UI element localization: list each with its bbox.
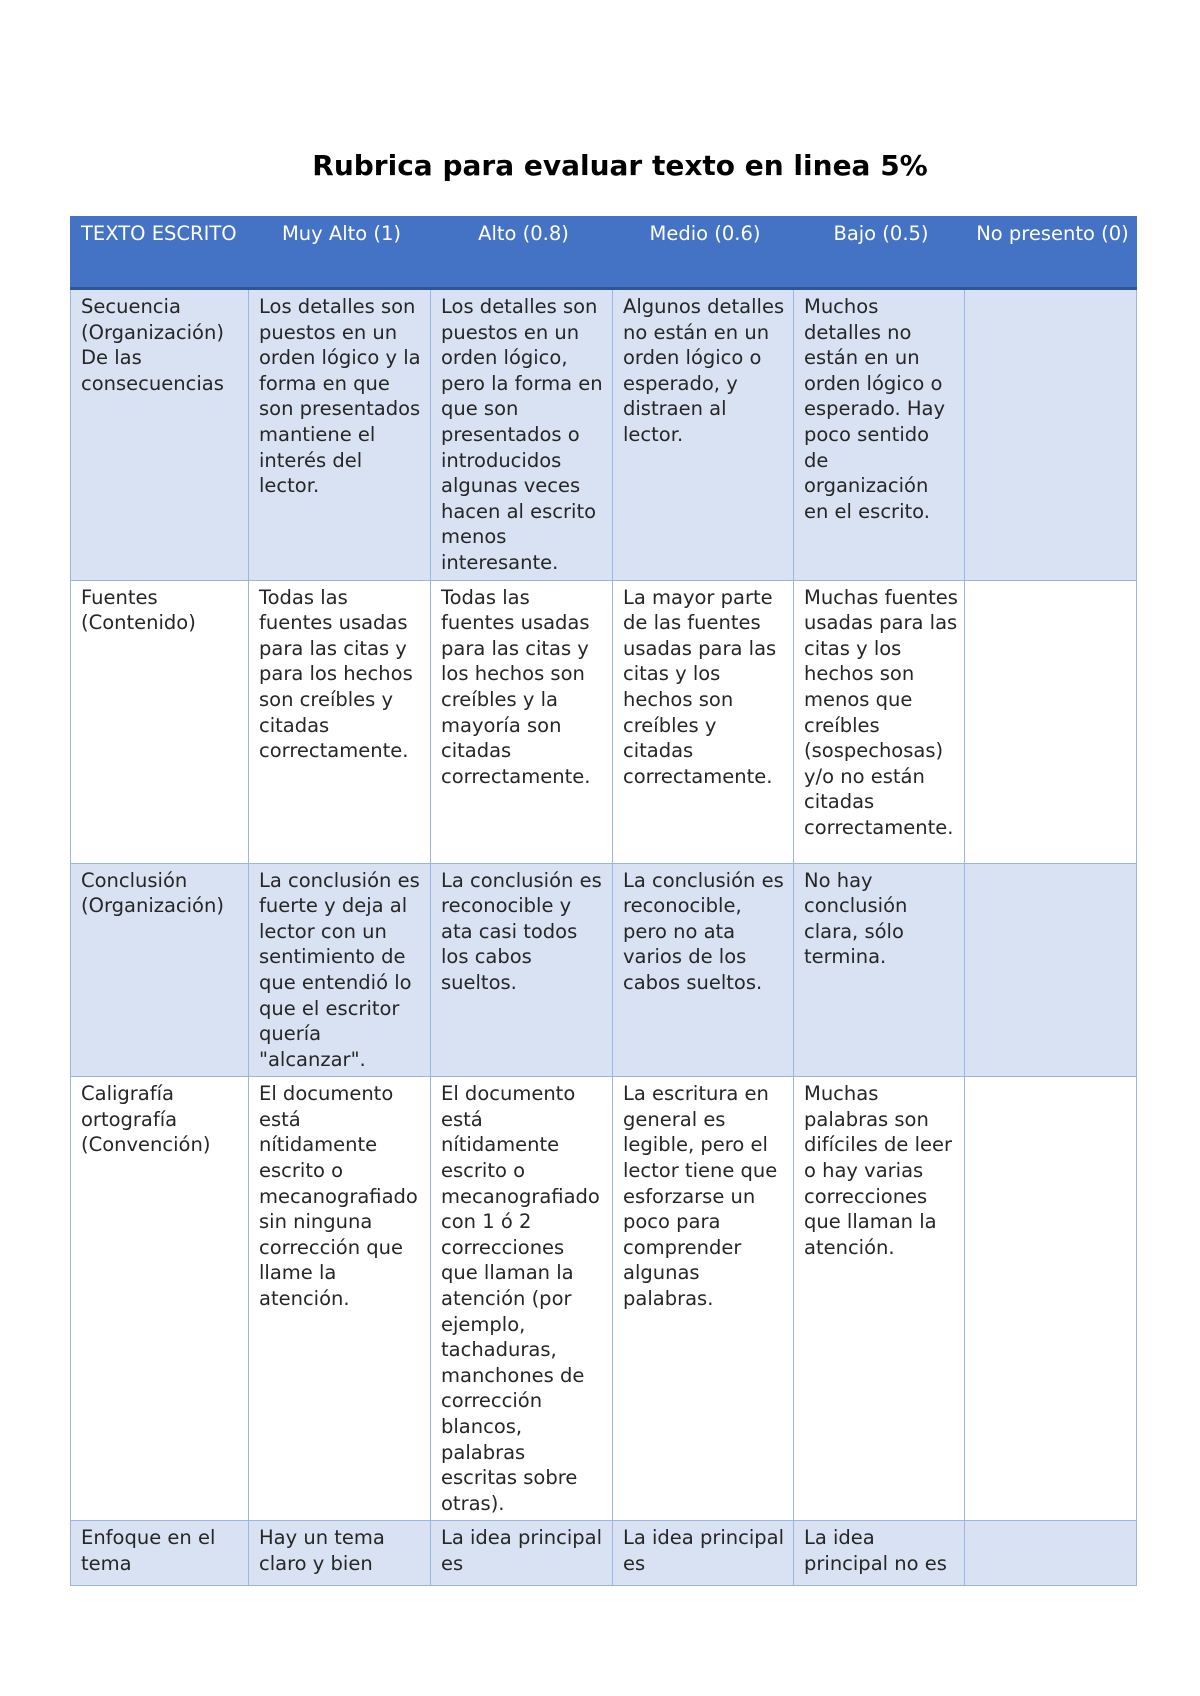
header-alto: Alto (0.8) <box>431 217 613 289</box>
muy-alto-cell: El documento está nítidamente escrito o mecanografiado sin ninguna corrección que llame la atención. <box>249 1077 431 1521</box>
alto-cell: La idea principal es <box>431 1521 613 1586</box>
bajo-cell: Muchas palabras son difíciles de leer o hay varias correcciones que llaman la atención. <box>794 1077 965 1521</box>
medio-cell: La idea principal es <box>613 1521 794 1586</box>
rubric-table <box>70 216 1137 1586</box>
alto-cell: Los detalles son puestos en un orden lógico, pero la forma en que son presentados o introducidos algunas veces hacen al escrito menos interesante. <box>431 289 613 581</box>
bajo-cell: Muchos detalles no están en un orden lógico o esperado. Hay poco sentido de organización en el escrito. <box>794 289 965 581</box>
medio-cell: La escritura en general es legible, pero el lector tiene que esforzarse un poco para comprender algunas palabras. <box>613 1077 794 1521</box>
no-presento-cell <box>965 580 1137 863</box>
muy-alto-cell: Los detalles son puestos en un orden lógico y la forma en que son presentados mantiene el interés del lector. <box>249 289 431 581</box>
medio-cell: La conclusión es reconocible, pero no ata varios de los cabos sueltos. <box>613 863 794 1077</box>
header-row <box>71 217 1137 289</box>
alto-cell: Todas las fuentes usadas para las citas y los hechos son creíbles y la mayoría son citadas correctamente. <box>431 580 613 863</box>
header-bajo: Bajo (0.5) <box>794 217 965 289</box>
criterion-cell: Secuencia (Organización) De las consecuencias <box>71 289 249 581</box>
alto-cell: El documento está nítidamente escrito o mecanografiado con 1 ó 2 correcciones que llaman la atención (por ejemplo, tachaduras, manchones de corrección blancos, palabras escritas sobre otras). <box>431 1077 613 1521</box>
muy-alto-cell: Todas las fuentes usadas para las citas y para los hechos son creíbles y citadas correctamente. <box>249 580 431 863</box>
table-row <box>71 863 1137 1077</box>
table-row <box>71 580 1137 863</box>
medio-cell: Algunos detalles no están en un orden lógico o esperado, y distraen al lector. <box>613 289 794 581</box>
header-muy-alto: Muy Alto (1) <box>249 217 431 289</box>
criterion-cell: Fuentes (Contenido) <box>71 580 249 863</box>
no-presento-cell <box>965 863 1137 1077</box>
bajo-cell: No hay conclusión clara, sólo termina. <box>794 863 965 1077</box>
bajo-cell: La idea principal no es <box>794 1521 965 1586</box>
no-presento-cell <box>965 1077 1137 1521</box>
medio-cell: La mayor parte de las fuentes usadas para las citas y los hechos son creíbles y citadas correctamente. <box>613 580 794 863</box>
criterion-cell: Caligrafía ortografía (Convención) <box>71 1077 249 1521</box>
criterion-cell: Enfoque en el tema <box>71 1521 249 1586</box>
muy-alto-cell: La conclusión es fuerte y deja al lector con un sentimiento de que entendió lo que el escritor quería "alcanzar". <box>249 863 431 1077</box>
muy-alto-cell: Hay un tema claro y bien <box>249 1521 431 1586</box>
header-no-presento: No presento (0) <box>965 217 1137 289</box>
criterion-cell: Conclusión (Organización) <box>71 863 249 1077</box>
page-title: Rubrica para evaluar texto en linea 5% <box>312 149 928 182</box>
bajo-cell: Muchas fuentes usadas para las citas y los hechos son menos que creíbles (sospechosas) y/o no están citadas correctamente. <box>794 580 965 863</box>
header-criterion: TEXTO ESCRITO <box>71 217 249 289</box>
no-presento-cell <box>965 289 1137 581</box>
table-row <box>71 289 1137 581</box>
header-medio: Medio (0.6) <box>613 217 794 289</box>
table-row <box>71 1077 1137 1521</box>
no-presento-cell <box>965 1521 1137 1586</box>
table-row <box>71 1521 1137 1586</box>
alto-cell: La conclusión es reconocible y ata casi todos los cabos sueltos. <box>431 863 613 1077</box>
